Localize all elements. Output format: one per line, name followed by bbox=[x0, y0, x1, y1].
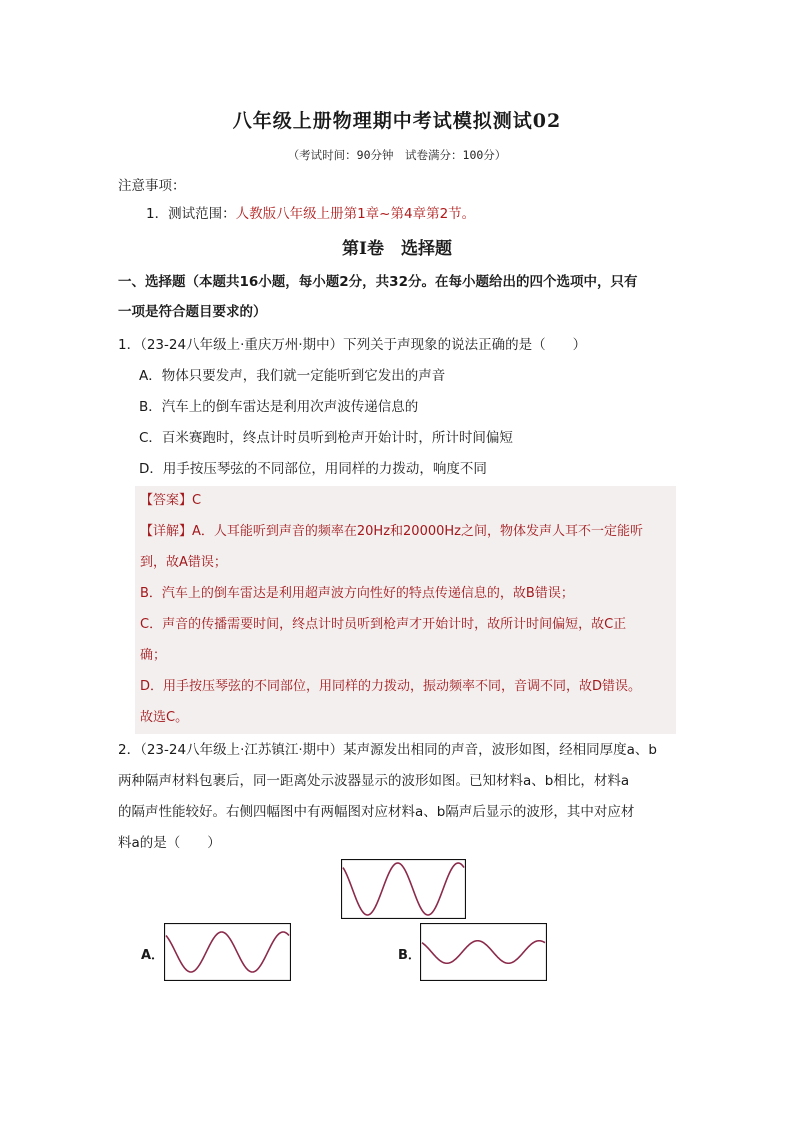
note-item-1-prefix: 1．测试范围： bbox=[146, 206, 236, 222]
question-1-option-c: C．百米赛跑时，终点计时员听到枪声开始计时，所计时间偏短 bbox=[139, 430, 513, 446]
question-1-stem: 1．（23-24八年级上·重庆万州·期中）下列关于声现象的说法正确的是（ ） bbox=[118, 337, 587, 353]
question-1-option-b: B．汽车上的倒车雷达是利用次声波传递信息的 bbox=[139, 399, 419, 415]
section-title: 第Ⅰ卷 选择题 bbox=[342, 239, 452, 259]
figure-option-b-label: B． bbox=[398, 948, 421, 963]
waveform-frame bbox=[421, 924, 547, 981]
question-2-stem-line-3: 的隔声性能较好。右侧四幅图中有两幅图对应材料a、b隔声后显示的波形，其中对应材 bbox=[118, 804, 635, 820]
answer-line: 【答案】C bbox=[140, 493, 202, 508]
page-title: 八年级上册物理期中考试模拟测试02 bbox=[232, 110, 562, 132]
part-instructions-line-2: 一项是符合题目要求的） bbox=[118, 304, 267, 320]
option-b-waveform bbox=[420, 923, 547, 981]
exam-info: （考试时间：90分钟 试卷满分：100分） bbox=[287, 148, 507, 162]
option-a-waveform-figure bbox=[164, 923, 291, 981]
explanation-line-4: C．声音的传播需要时间，终点计时员听到枪声才开始计时，故所计时间偏短，故C正 bbox=[140, 617, 627, 632]
explanation-line-5: 确； bbox=[140, 648, 167, 663]
note-item-1 bbox=[146, 204, 475, 224]
explanation-line-2: 到，故A错误； bbox=[140, 555, 227, 570]
question-2-stem-line-4: 料a的是（ ） bbox=[118, 835, 221, 851]
explanation-line-6: D．用手按压琴弦的不同部位，用同样的力拨动，振动频率不同，音调不同，故D错误。 bbox=[140, 679, 642, 694]
option-a-waveform bbox=[164, 923, 291, 981]
waveform-frame bbox=[165, 924, 291, 981]
question-1-option-d: D．用手按压琴弦的不同部位，用同样的力拨动，响度不同 bbox=[139, 461, 487, 477]
explanation-line-3: B．汽车上的倒车雷达是利用超声波方向性好的特点传递信息的，故B错误； bbox=[140, 586, 574, 601]
source-waveform bbox=[341, 859, 466, 919]
option-b-waveform-figure bbox=[420, 923, 547, 981]
figure-option-a-label: A． bbox=[141, 948, 165, 963]
question-2-stem-line-1: 2．（23-24八年级上·江苏镇江·期中）某声源发出相同的声音，波形如图，经相同厚度a、b bbox=[118, 742, 657, 758]
notes-heading: 注意事项： bbox=[118, 178, 186, 194]
question-2-stem-line-2: 两种隔声材料包裹后，同一距离处示波器显示的波形如图。已知材料a、b相比，材料a bbox=[118, 773, 630, 789]
question-1-option-a: A．物体只要发声，我们就一定能听到它发出的声音 bbox=[139, 368, 446, 384]
explanation-line-7: 故选C。 bbox=[140, 710, 189, 725]
source-waveform-figure bbox=[341, 859, 466, 919]
explanation-line-1: 【详解】A．人耳能听到声音的频率在20Hz和20000Hz之间，物体发声人耳不一定能听 bbox=[140, 524, 643, 539]
note-item-1-text: 人教版八年级上册第1章~第4章第2节。 bbox=[235, 206, 476, 222]
part-instructions-line-1: 一、选择题（本题共16小题，每小题2分，共32分。在每小题给出的四个选项中，只有 bbox=[118, 274, 638, 290]
